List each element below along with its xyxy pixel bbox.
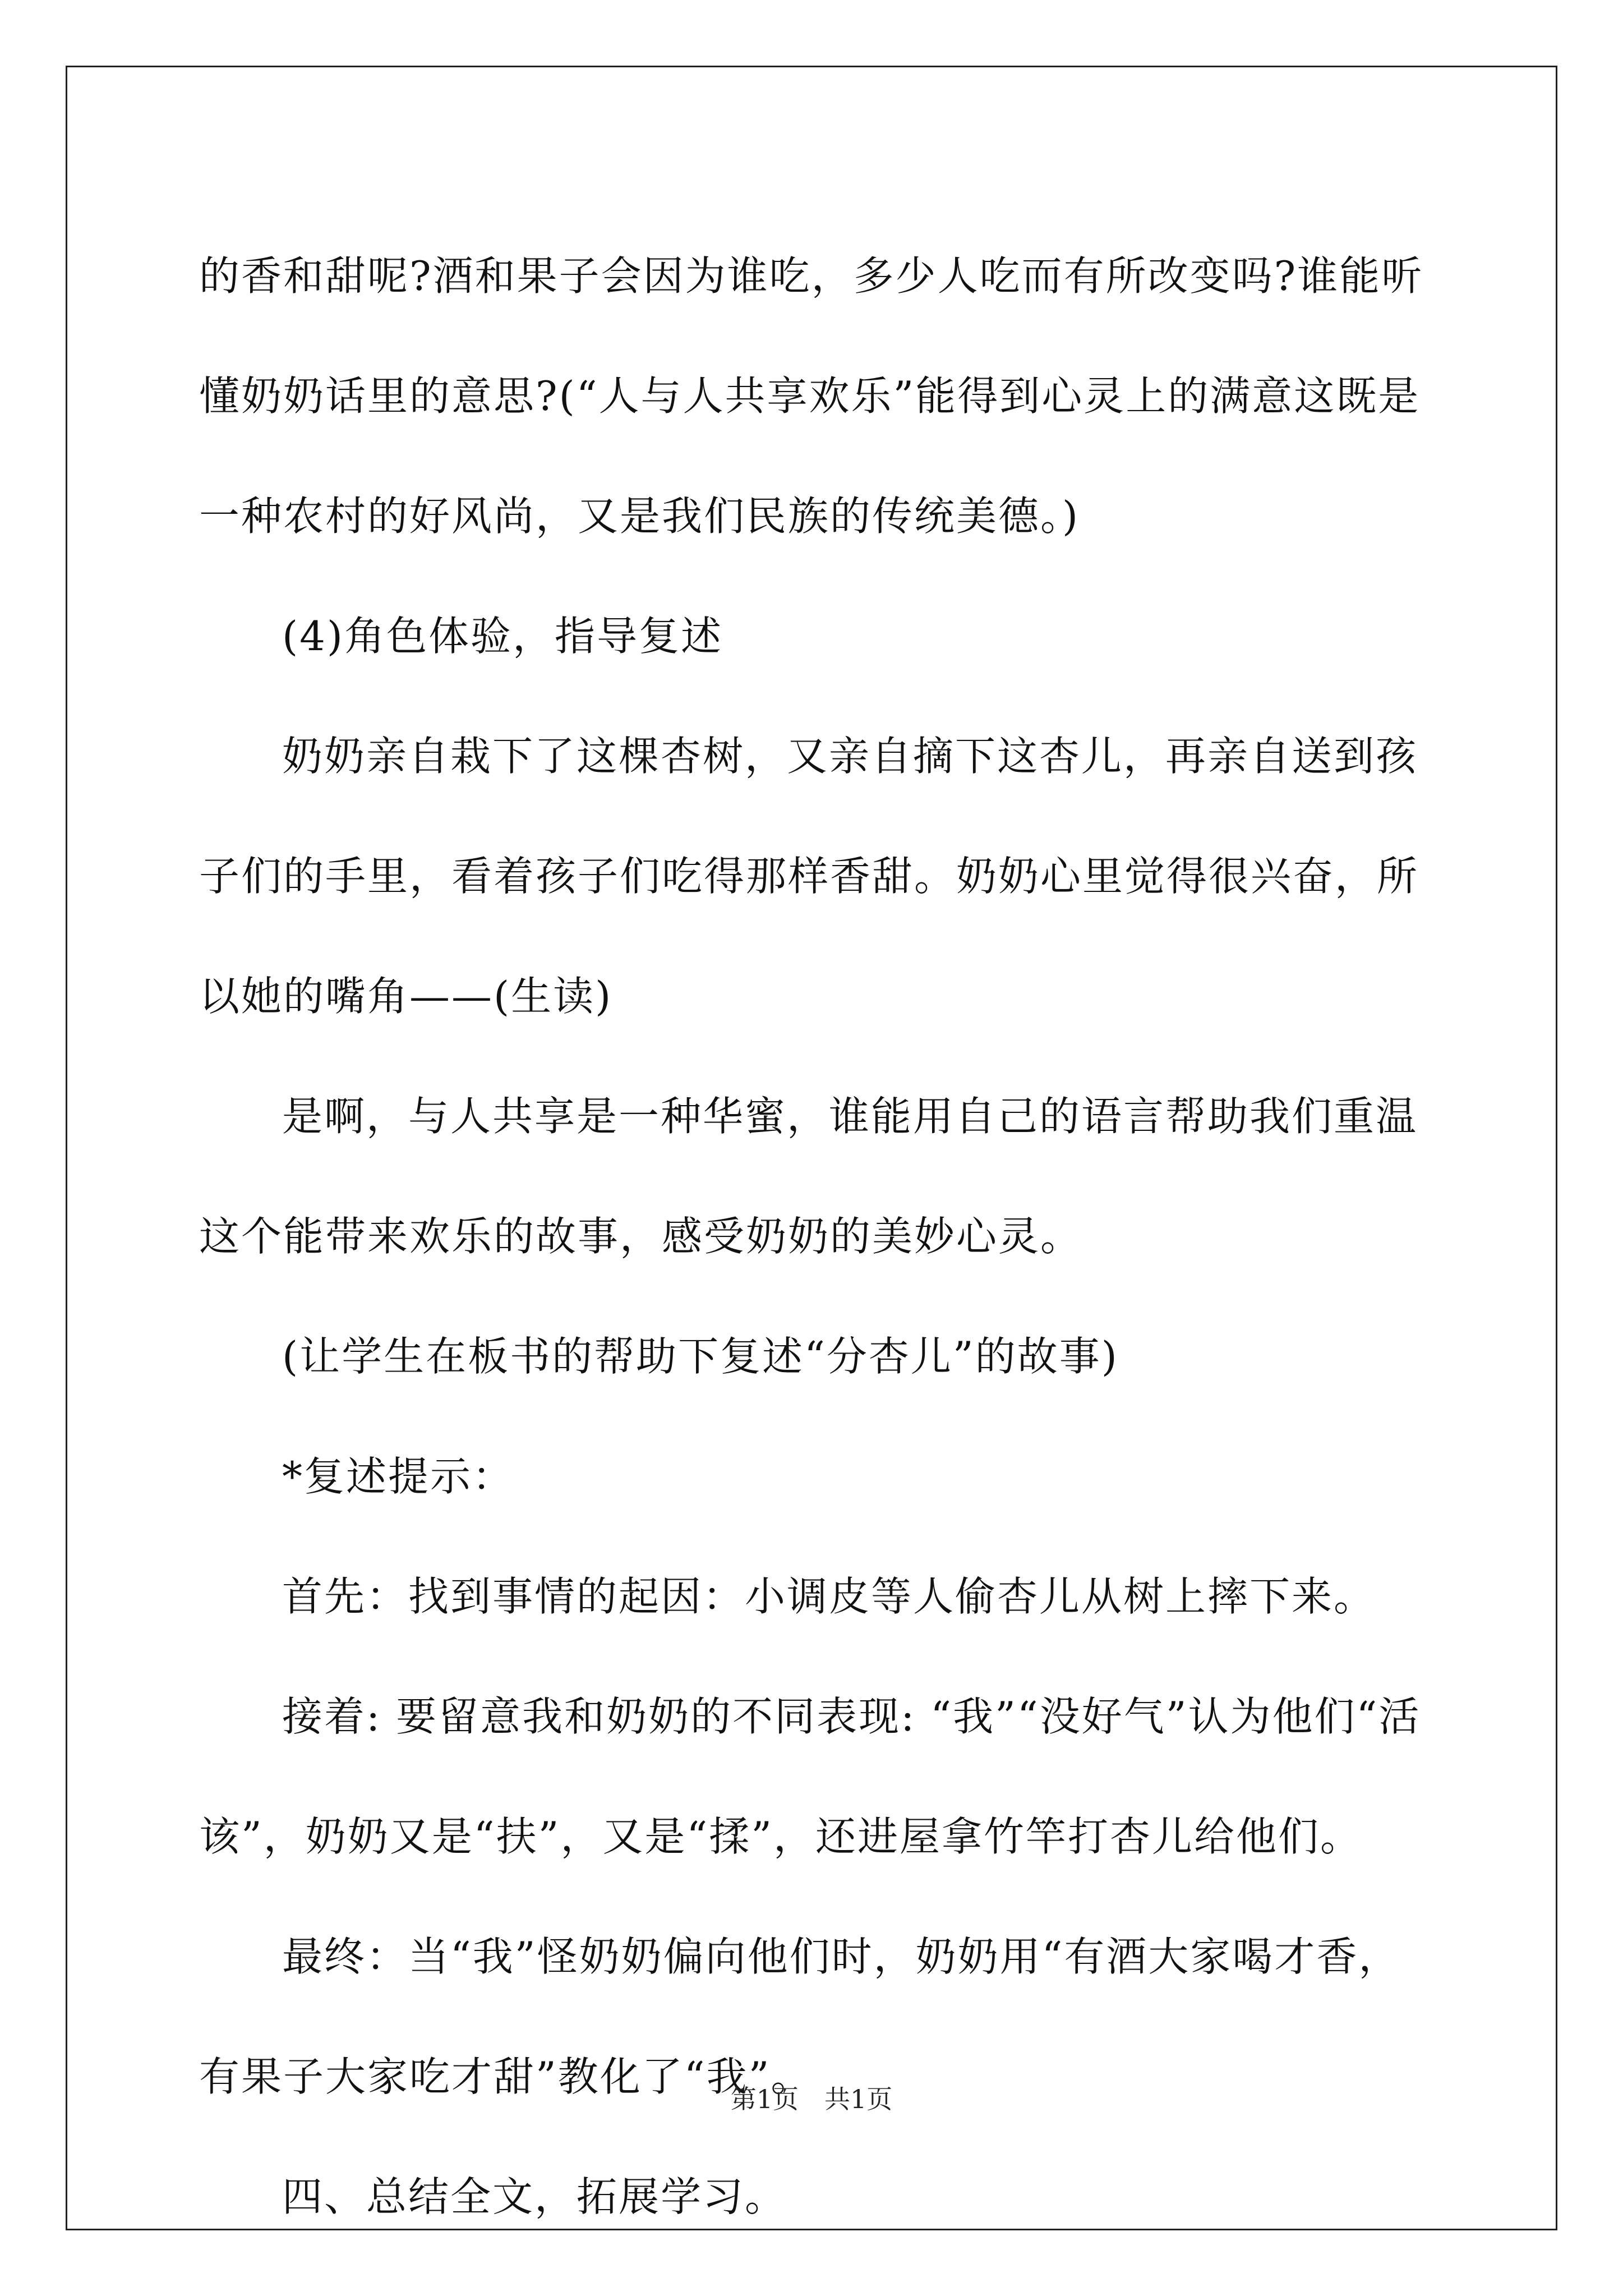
paragraph-5: (让学生在板书的帮助下复述“分杏儿”的故事): [282, 1333, 1119, 1380]
paragraph-7: 首先：找到事情的起因：小调皮等人偷杏儿从树上摔下来。: [282, 1573, 1376, 1620]
paragraph-1: 的香和甜呢?酒和果子会因为谁吃，多少人吃而有所改变吗?谁能听懂奶奶话里的意思?(“人与人共享欢乐”能得到心灵上的满意这既是一种农村的好风尚，又是我们民族的传统美德。): [199, 252, 1424, 540]
paragraph-4: 是啊，与人共享是一种华蜜，谁能用自己的语言帮助我们重温这个能带来欢乐的故事，感受奶奶的美妙心灵。: [199, 1093, 1418, 1260]
paragraph-10: 四、总结全文，拓展学习。: [282, 2173, 787, 2220]
page-number-footer: 第1页 共1页: [730, 2084, 893, 2114]
paragraph-6: *复述提示：: [282, 1453, 515, 1500]
paragraph-8: 接着: 要留意我和奶奶的不同表现: “我”“没好气”认为他们“活该”，奶奶又是“扶”，又是“揉”，还进屋拿竹竿打杏儿给他们。: [199, 1693, 1421, 1860]
paragraph-3: 奶奶亲自栽下了这棵杏树，又亲自摘下这杏儿，再亲自送到孩子们的手里，看着孩子们吃得那样香甜。奶奶心里觉得很兴奋，所以她的嘴角——(生读): [199, 733, 1419, 1020]
paragraph-2: (4)角色体验，指导复述: [282, 613, 723, 660]
paragraph-9: 最终：当“我”怪奶奶偏向他们时，奶奶用“有酒大家喝才香，有果子大家吃才甜”教化了“我”。: [199, 1933, 1401, 2100]
document-body: [199, 216, 1427, 2257]
